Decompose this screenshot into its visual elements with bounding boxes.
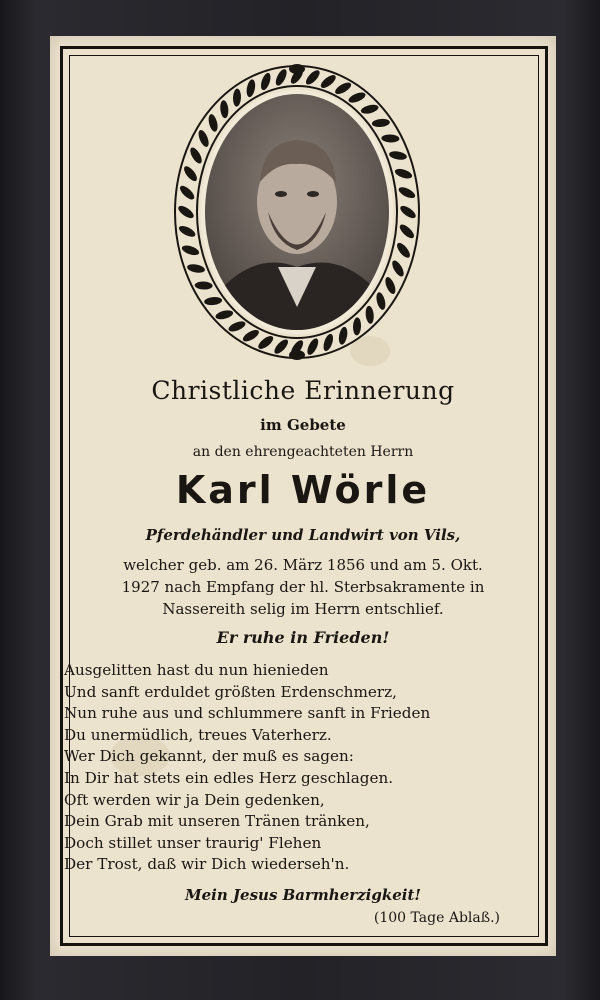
wreath-leaf	[347, 90, 367, 104]
wreath-leaf	[181, 244, 201, 257]
deceased-name: Karl Wörle	[175, 468, 431, 512]
wreath-leaf	[207, 113, 219, 132]
wreath-leaf	[194, 281, 212, 290]
wreath-leaf	[395, 241, 412, 260]
wreath-leaf	[176, 204, 195, 221]
wreath-leaf	[219, 100, 229, 119]
wreath-leaf	[394, 167, 414, 180]
wreath-leaf	[353, 317, 362, 335]
poem-line: Der Trost, daß wir Dich wiederseh'n.	[64, 855, 350, 874]
wreath-leaf	[305, 337, 320, 357]
occupation-line: Pferdehändler und Landwirt von Vils,	[145, 526, 461, 544]
rest-in-peace: Er ruhe in Frieden!	[216, 628, 390, 647]
wreath-leaf	[259, 72, 272, 92]
wreath-leaf	[204, 296, 223, 306]
bio-line: Nassereith selig im Herrn entschlief.	[162, 600, 444, 618]
prayer-line: Mein Jesus Barmherzigkeit!	[184, 886, 421, 904]
bio-line: 1927 nach Empfang der hl. Sterbsakramente in	[121, 578, 485, 596]
wreath-leaf	[186, 263, 205, 274]
indulgence-note: (100 Tage Ablaß.)	[373, 910, 500, 926]
poem-line: In Dir hat stets ein edles Herz geschlagen.	[64, 768, 394, 787]
poem-line: Du unermüdlich, treues Vaterherz.	[64, 725, 332, 744]
wreath-leaf	[272, 337, 290, 356]
wreath-leaf	[383, 276, 397, 296]
poem-line: Ausgelitten hast du nun hienieden	[64, 661, 329, 679]
card-subtitle: im Gebete	[260, 416, 346, 434]
wreath-leaf	[188, 146, 204, 166]
wreath-leaf	[398, 222, 417, 240]
wreath-leaf	[319, 73, 338, 90]
portrait-medallion	[168, 62, 426, 362]
wreath-leaf	[365, 305, 375, 324]
bio-line: welcher geb. am 26. März 1856 und am 5. Okt.	[123, 556, 483, 574]
wreath-leaf	[390, 259, 406, 279]
poem-line: Dein Grab mit unseren Tränen tränken,	[64, 812, 370, 831]
wreath-leaf	[398, 204, 417, 221]
wreath-leaf	[227, 319, 247, 333]
wreath-leaf	[397, 185, 417, 200]
biography	[64, 554, 542, 620]
poem-line: Nun ruhe aus und schlummere sanft in Frieden	[64, 704, 431, 723]
card-title: Christliche Erinnerung	[151, 376, 455, 405]
wreath-leaf	[241, 328, 261, 344]
wreath-leaf	[338, 326, 349, 345]
wreath-leaf	[215, 309, 234, 321]
wreath-leaf	[304, 68, 322, 87]
wreath-leaf	[375, 291, 387, 310]
wreath-leaf	[182, 164, 199, 183]
memorial-poem	[64, 660, 542, 876]
wreath-leaf	[177, 224, 197, 239]
wreath-leaf	[256, 334, 275, 351]
wreath-leaf	[245, 79, 256, 98]
wreath-leaf	[322, 333, 335, 353]
dedication-line: an den ehrengeachteten Herrn	[192, 444, 414, 460]
wreath-leaf	[381, 134, 399, 143]
wreath-leaf	[333, 80, 353, 96]
wreath-leaf	[372, 118, 391, 128]
poem-line: Oft werden wir ja Dein gedenken,	[64, 790, 325, 809]
poem-line: Und sanft erduldet größten Erdenschmerz,	[64, 682, 397, 701]
wreath-leaf	[233, 88, 242, 106]
poem-line: Doch stillet unser traurig' Flehen	[64, 833, 322, 852]
poem-line: Wer Dich gekannt, der muß es sagen:	[64, 747, 354, 766]
wreath-leaf	[178, 184, 197, 202]
wreath-leaf	[197, 129, 211, 149]
memorial-card	[50, 36, 556, 956]
wreath-leaf	[388, 150, 407, 161]
portrait-wreath-photo	[168, 62, 426, 362]
wreath-leaf	[360, 103, 379, 115]
wreath-leaf	[274, 68, 289, 88]
